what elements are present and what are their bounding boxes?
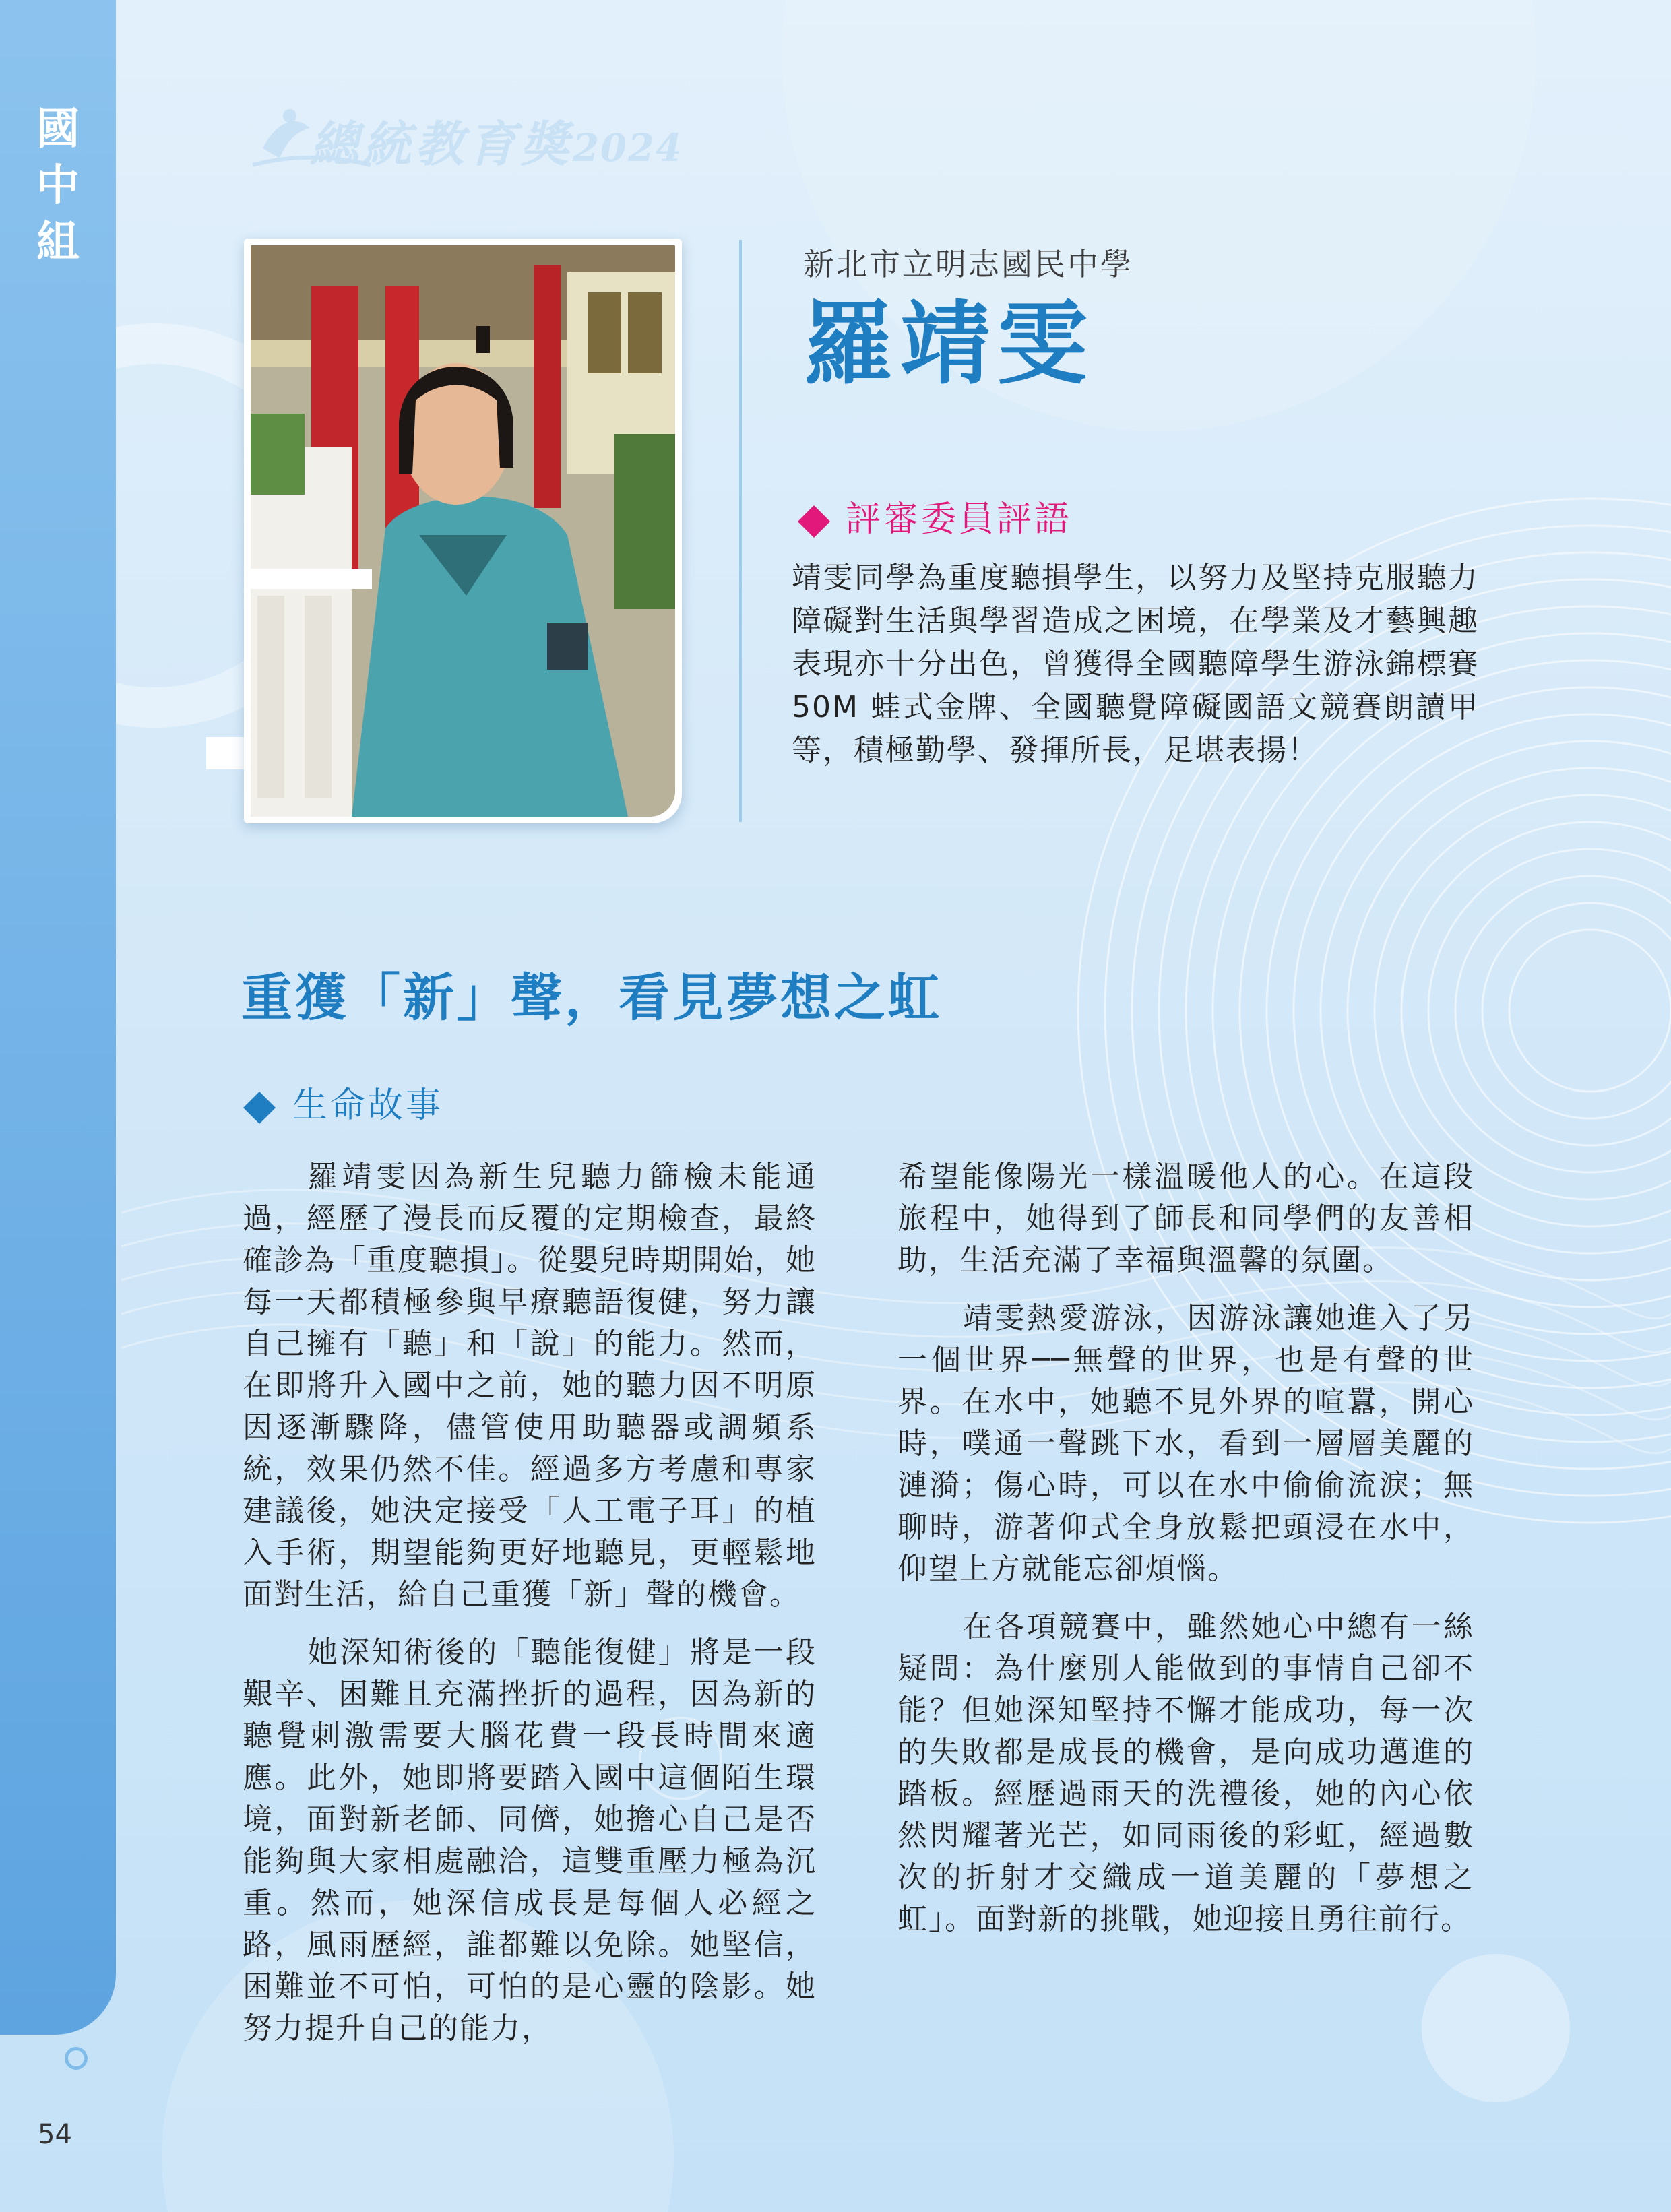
side-bar [0,0,116,2035]
frame-accent [206,737,244,769]
award-logo-text [310,105,683,175]
review-heading [798,491,1072,541]
student-portrait-photo-icon [251,245,675,817]
story-paragraph: 希望能像陽光一樣溫暖他人的心。在這段旅程中，她得到了師長和同學們的友善相助，生活充滿了幸福與溫馨的氛圍。 [897,1160,1474,1277]
story-heading-text: 生命故事 [292,1085,444,1126]
diamond-bullet-icon [798,505,830,538]
review-text: 靖雯同學為重度聽損學生，以努力及堅持克服聽力障礙對生活與學習造成之困境，在學業及才藝興趣表現亦十分出色，曾獲得全國聽障學生游泳錦標賽 50M 蛙式金牌、全國聽覺障礙國語文競賽朗讀甲等，積極勤學、發揮所長，足堪表揚！ [792,561,1479,767]
story-paragraph: 羅靖雯因為新生兒聽力篩檢未能通過，經歷了漫長而反覆的定期檢查，最終確診為「重度聽損」。從嬰兒時期開始，她每一天都積極參與早療聽語復健，努力讓自己擁有「聽」和「說」的能力。然而，在即將升入國中之前，她的聽力因不明原因逐漸驟降，儘管使用助聽器或調頻系統，效果仍然不佳。經過多方考慮和專家建議後，她決定接受「人工電子耳」的植入手術，期望能夠更好地聽見，更輕鬆地面對生活，給自己重獲「新」聲的機會。 [243,1160,817,1612]
ring-decoration [65,2047,88,2070]
category-label [27,101,89,271]
category-char: 國 [36,104,80,154]
page-number: 54 [38,2119,72,2150]
category-char: 中 [36,161,80,211]
award-logo-name: 總統教育獎 [310,115,573,172]
story-title: 重獲「新」聲，看見夢想之虹 [241,968,942,1028]
category-char: 組 [36,218,80,267]
story-paragraph: 她深知術後的「聽能復健」將是一段艱辛、困難且充滿挫折的過程，因為新的聽覺刺激需要大腦花費一段長時間來適應。此外，她即將要踏入國中這個陌生環境，面對新老師、同儕，她擔心自己是否能夠與大家相處融洽，這雙重壓力極為沉重。然而，她深信成長是每個人必經之路，風雨歷經，誰都難以免除。她堅信，困難並不可怕，可怕的是心靈的陰影。她努力提升自己的能力， [243,1635,817,2046]
school-name: 新北市立明志國民中學 [803,246,1133,282]
vertical-divider [739,240,742,822]
story-heading [244,1077,443,1127]
review-heading-text: 評審委員評語 [846,499,1073,540]
story-column-left [243,1156,817,2066]
diamond-bullet-icon [243,1092,276,1124]
student-photo [251,245,675,817]
story-column-right [897,1156,1474,1957]
award-logo-year: 2024 [573,126,683,170]
story-paragraph: 在各項競賽中，雖然她心中總有一絲疑問：為什麼別人能做到的事情自己卻不能？但她深知堅持不懈才能成功，每一次的失敗都是成長的機會，是向成功邁進的踏板。經歷過雨天的洗禮後，她的內心依然閃耀著光芒，如同雨後的彩虹，經過數次的折射才交織成一道美麗的「夢想之虹」。面對新的挑戰，她迎接且勇往前行。 [897,1610,1474,1936]
student-name: 羅靖雯 [803,292,1095,397]
story-paragraph: 靖雯熱愛游泳，因游泳讓她進入了另一個世界──無聲的世界，也是有聲的世界。在水中，她聽不見外界的喧囂，開心時，噗通一聲跳下水，看到一層層美麗的漣漪；傷心時，可以在水中偷偷流淚；無聊時，游著仰式全身放鬆把頭浸在水中，仰望上方就能忘卻煩惱。 [897,1301,1474,1586]
